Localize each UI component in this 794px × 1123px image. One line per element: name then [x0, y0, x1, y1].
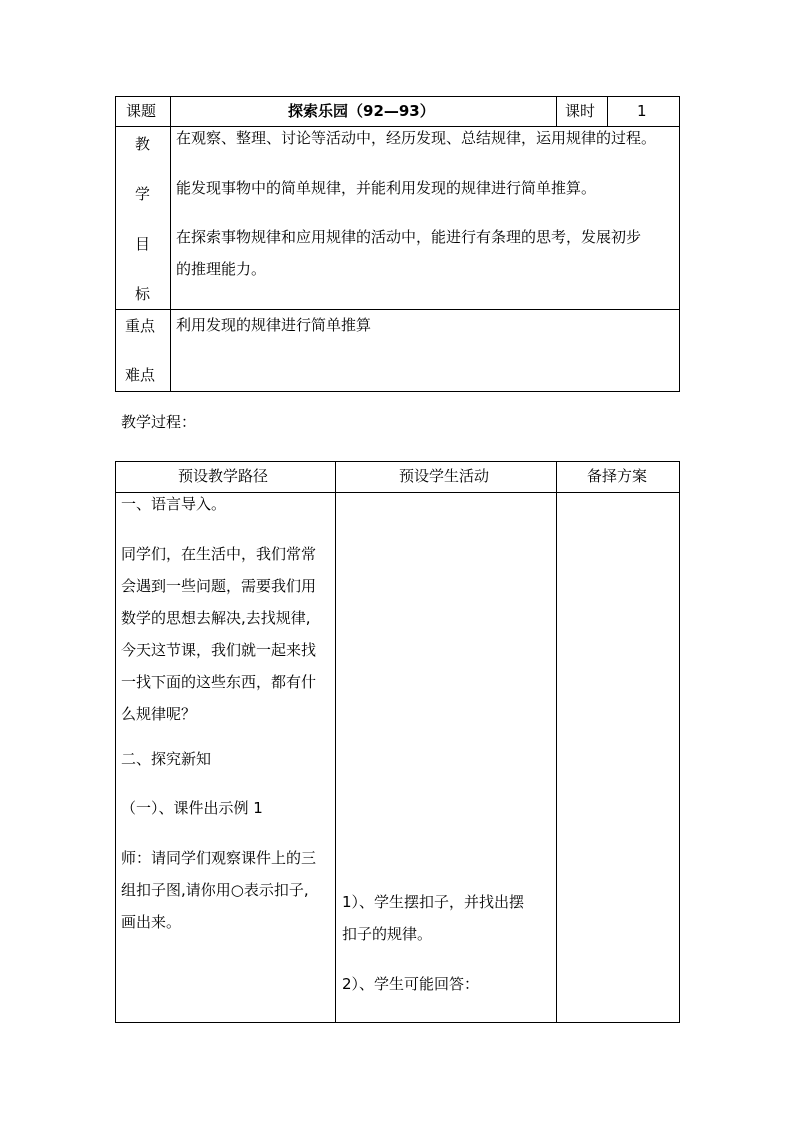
- table2-left-border: [115, 461, 116, 1023]
- objectives-label-char-4: 标: [135, 285, 151, 303]
- teacher-line-9: （一）、课件出示例 1: [121, 799, 263, 817]
- teacher-line-2: 同学们，在生活中，我们常常: [121, 545, 317, 563]
- table2-top-border: [115, 461, 680, 462]
- objectives-label-char-2: 学: [135, 185, 151, 203]
- topic-value: 探索乐园（92—93）: [288, 102, 435, 120]
- header-student-activity: 预设学生活动: [399, 467, 490, 485]
- student-line-2: 扣子的规律。: [342, 925, 433, 943]
- topic-label: 课题: [126, 102, 157, 120]
- teacher-line-1: 一、语言导入。: [121, 495, 227, 513]
- student-line-3: 2）、学生可能回答：: [342, 975, 480, 993]
- table1-right-border: [679, 96, 680, 392]
- table2-right-border: [679, 461, 680, 1023]
- teacher-line-10: 师：请同学们观察课件上的三: [121, 849, 317, 867]
- table2-col2-divider: [556, 461, 557, 1023]
- key-label-2: 难点: [125, 366, 156, 384]
- teacher-line-4: 数学的思想去解决,去找规律,: [121, 609, 311, 627]
- table1-bottom-border: [115, 391, 680, 392]
- table1-top-border: [115, 96, 680, 97]
- table2-bottom-border: [115, 1022, 680, 1023]
- table1-period-value-divider: [607, 96, 608, 127]
- table2-header-bottom: [115, 492, 680, 493]
- teacher-line-6: 一找下面的这些东西，都有什: [121, 673, 317, 691]
- teacher-line-5: 今天这节课，我们就一起来找: [121, 641, 317, 659]
- teacher-line-8: 二、探究新知: [121, 750, 212, 768]
- teacher-line-7: 么规律呢？: [121, 705, 197, 723]
- period-value: 1: [637, 102, 647, 120]
- key-label-1: 重点: [125, 317, 156, 335]
- period-label: 课时: [565, 102, 596, 120]
- table1-label-divider: [170, 96, 171, 392]
- table1-row1-bottom: [115, 126, 680, 127]
- table1-left-border: [115, 96, 116, 392]
- header-teaching-path: 预设教学路径: [178, 467, 269, 485]
- table2-col1-divider: [335, 461, 336, 1023]
- teacher-line-12: 画出来。: [121, 913, 182, 931]
- key-value: 利用发现的规律进行简单推算: [176, 316, 372, 334]
- process-heading: 教学过程：: [121, 413, 197, 431]
- header-alternative-plan: 备择方案: [587, 467, 648, 485]
- table1-period-label-divider: [556, 96, 557, 127]
- teacher-line-3: 会遇到一些问题，需要我们用: [121, 577, 317, 595]
- objective-line-3: 在探索事物规律和应用规律的活动中，能进行有条理的思考，发展初步: [176, 228, 642, 246]
- objectives-label-char-3: 目: [135, 235, 151, 253]
- table1-row2-bottom: [115, 309, 680, 310]
- teacher-line-11: 组扣子图,请你用○表示扣子,: [121, 881, 309, 899]
- objective-line-1: 在观察、整理、讨论等活动中，经历发现、总结规律，运用规律的过程。: [176, 129, 657, 147]
- objectives-label-char-1: 教: [135, 135, 151, 153]
- objective-line-2: 能发现事物中的简单规律，并能利用发现的规律进行简单推算。: [176, 179, 597, 197]
- student-line-1: 1）、学生摆扣子，并找出摆: [342, 893, 525, 911]
- objective-line-4: 的推理能力。: [176, 260, 267, 278]
